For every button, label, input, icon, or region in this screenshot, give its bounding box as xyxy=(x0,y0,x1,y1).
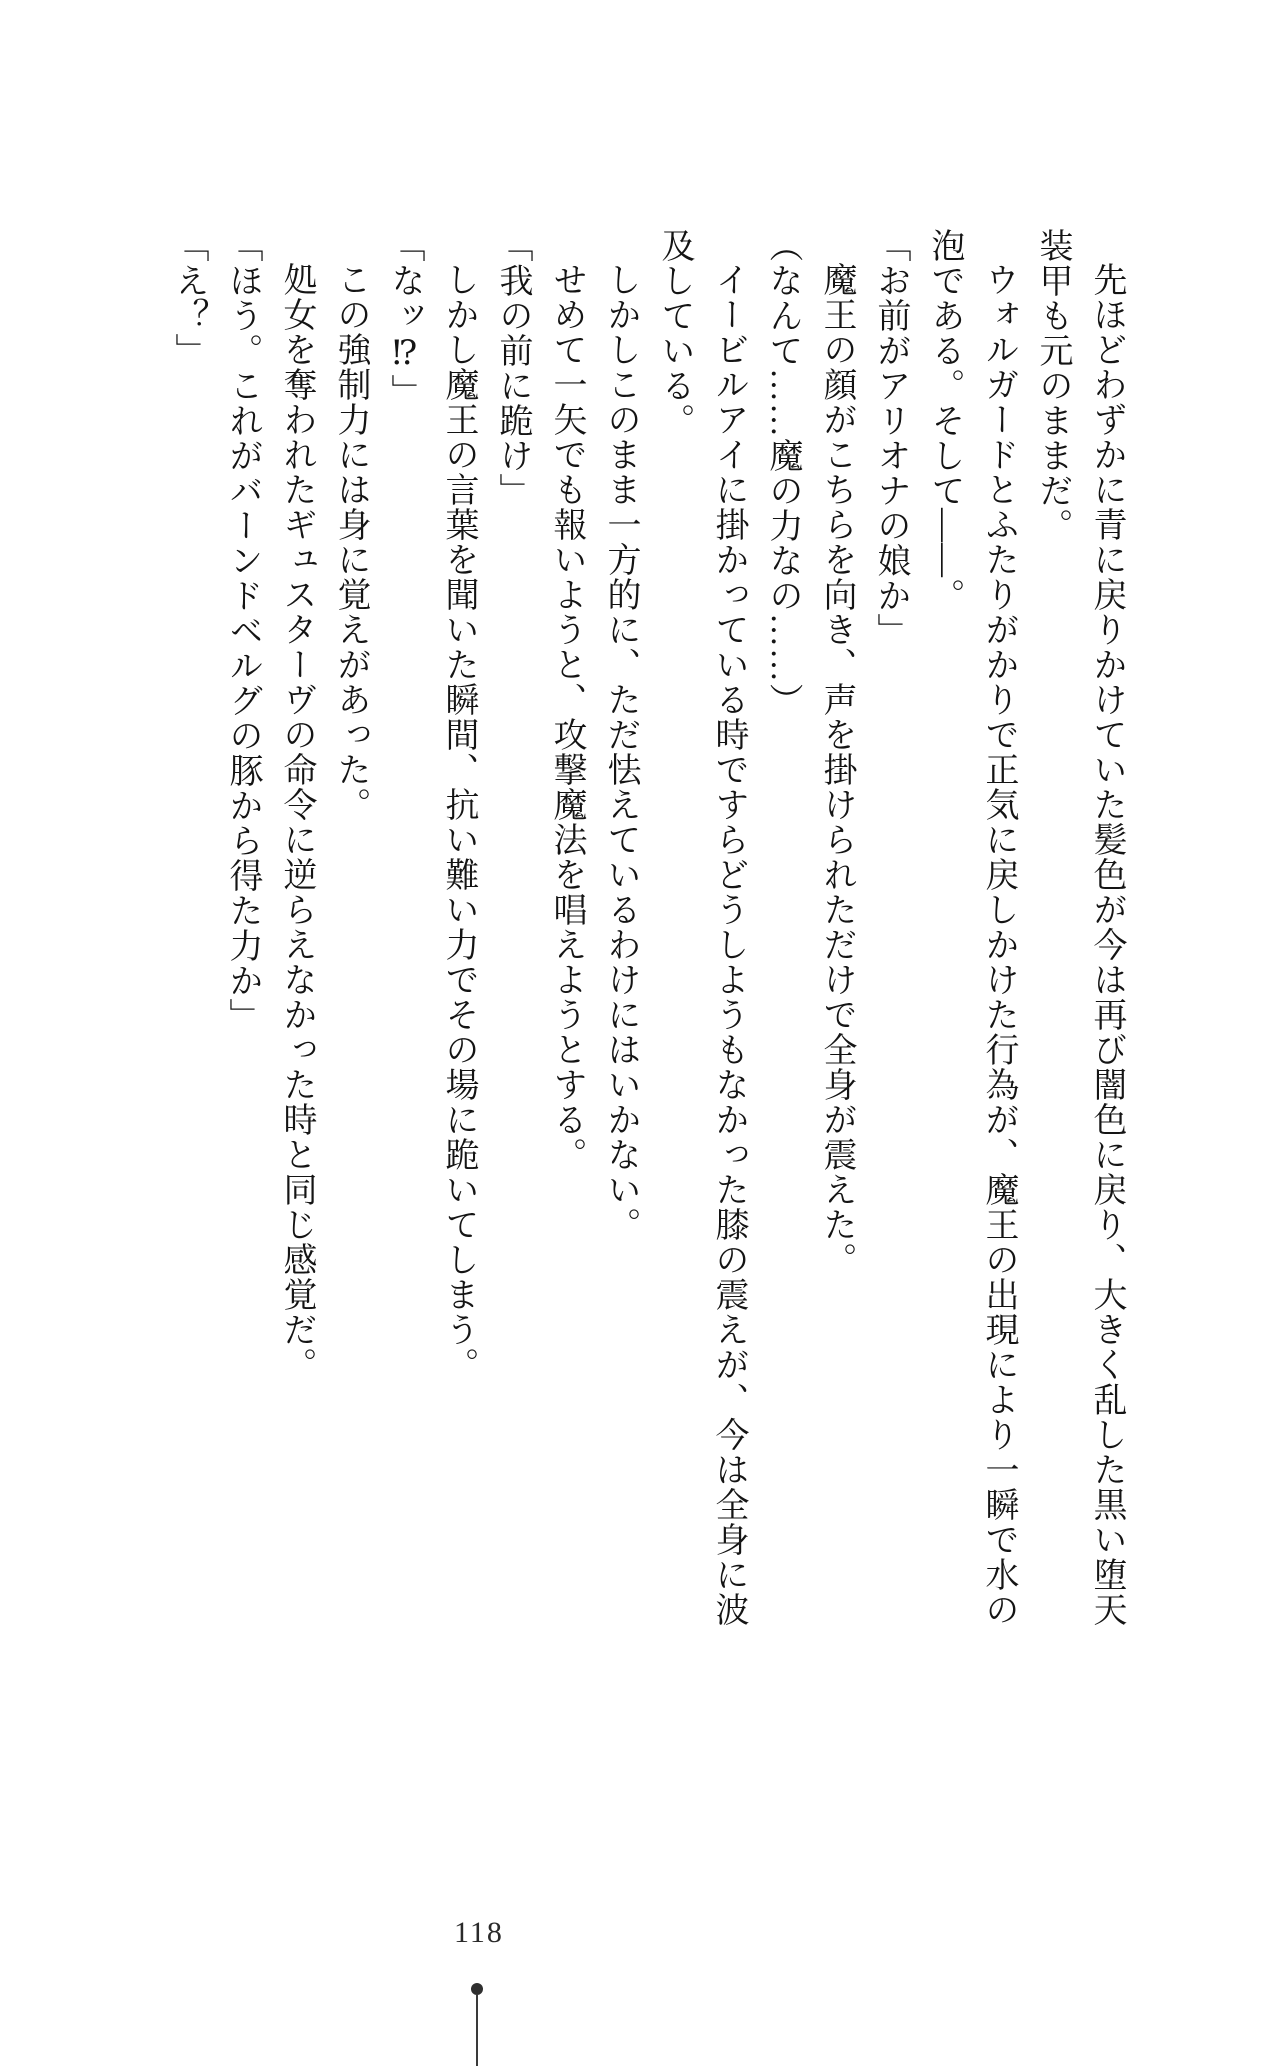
text-paragraph-11: 「なッ⁉」 xyxy=(386,228,423,409)
text-paragraph-6: イービルアイに掛かっている時ですらどうしようもなかった膝の震えが、今は全身に波及している。 xyxy=(656,228,747,1627)
text-paragraph-10: しかし魔王の言葉を聞いた瞬間、抗い難い力でその場に跪いてしまう。 xyxy=(440,262,477,1382)
text-paragraph-7: しかしこのまま一方的に、ただ怯えているわけにはいかない。 xyxy=(602,262,639,1242)
text-paragraph-9: 「我の前に跪け」 xyxy=(494,228,531,508)
text-paragraph-14: 「ほう。これがバーンドベルグの豚から得た力か」 xyxy=(224,228,261,1033)
text-paragraph-1: 先ほどわずかに青に戻りかけていた髪色が今は再び闇色に戻り、大きく乱した黒い堕天装甲も元のままだ。 xyxy=(1034,228,1125,1627)
text-paragraph-12: この強制力には身に覚えがあった。 xyxy=(332,262,369,822)
footer-rule xyxy=(476,1995,478,2066)
text-paragraph-5: （なんて……魔の力なの……） xyxy=(764,228,801,718)
text-paragraph-8: せめて一矢でも報いようと、攻撃魔法を唱えようとする。 xyxy=(548,262,585,1172)
text-paragraph-3: 「お前がアリオナの娘か」 xyxy=(872,228,909,648)
text-paragraph-2: ウォルガードとふたりがかりで正気に戻しかけた行為が、魔王の出現により一瞬で水の泡である。そして――。 xyxy=(926,228,1017,1627)
page-number: 118 xyxy=(454,1916,504,1949)
text-paragraph-4: 魔王の顔がこちらを向き、声を掛けられただけで全身が震えた。 xyxy=(818,262,855,1277)
text-paragraph-15: 「え？」 xyxy=(170,228,207,368)
footer-dot-icon xyxy=(471,1983,483,1995)
text-paragraph-13: 処女を奪われたギュスターヴの命令に逆らえなかった時と同じ感覚だ。 xyxy=(278,262,315,1382)
vertical-text-block xyxy=(153,228,1133,1638)
